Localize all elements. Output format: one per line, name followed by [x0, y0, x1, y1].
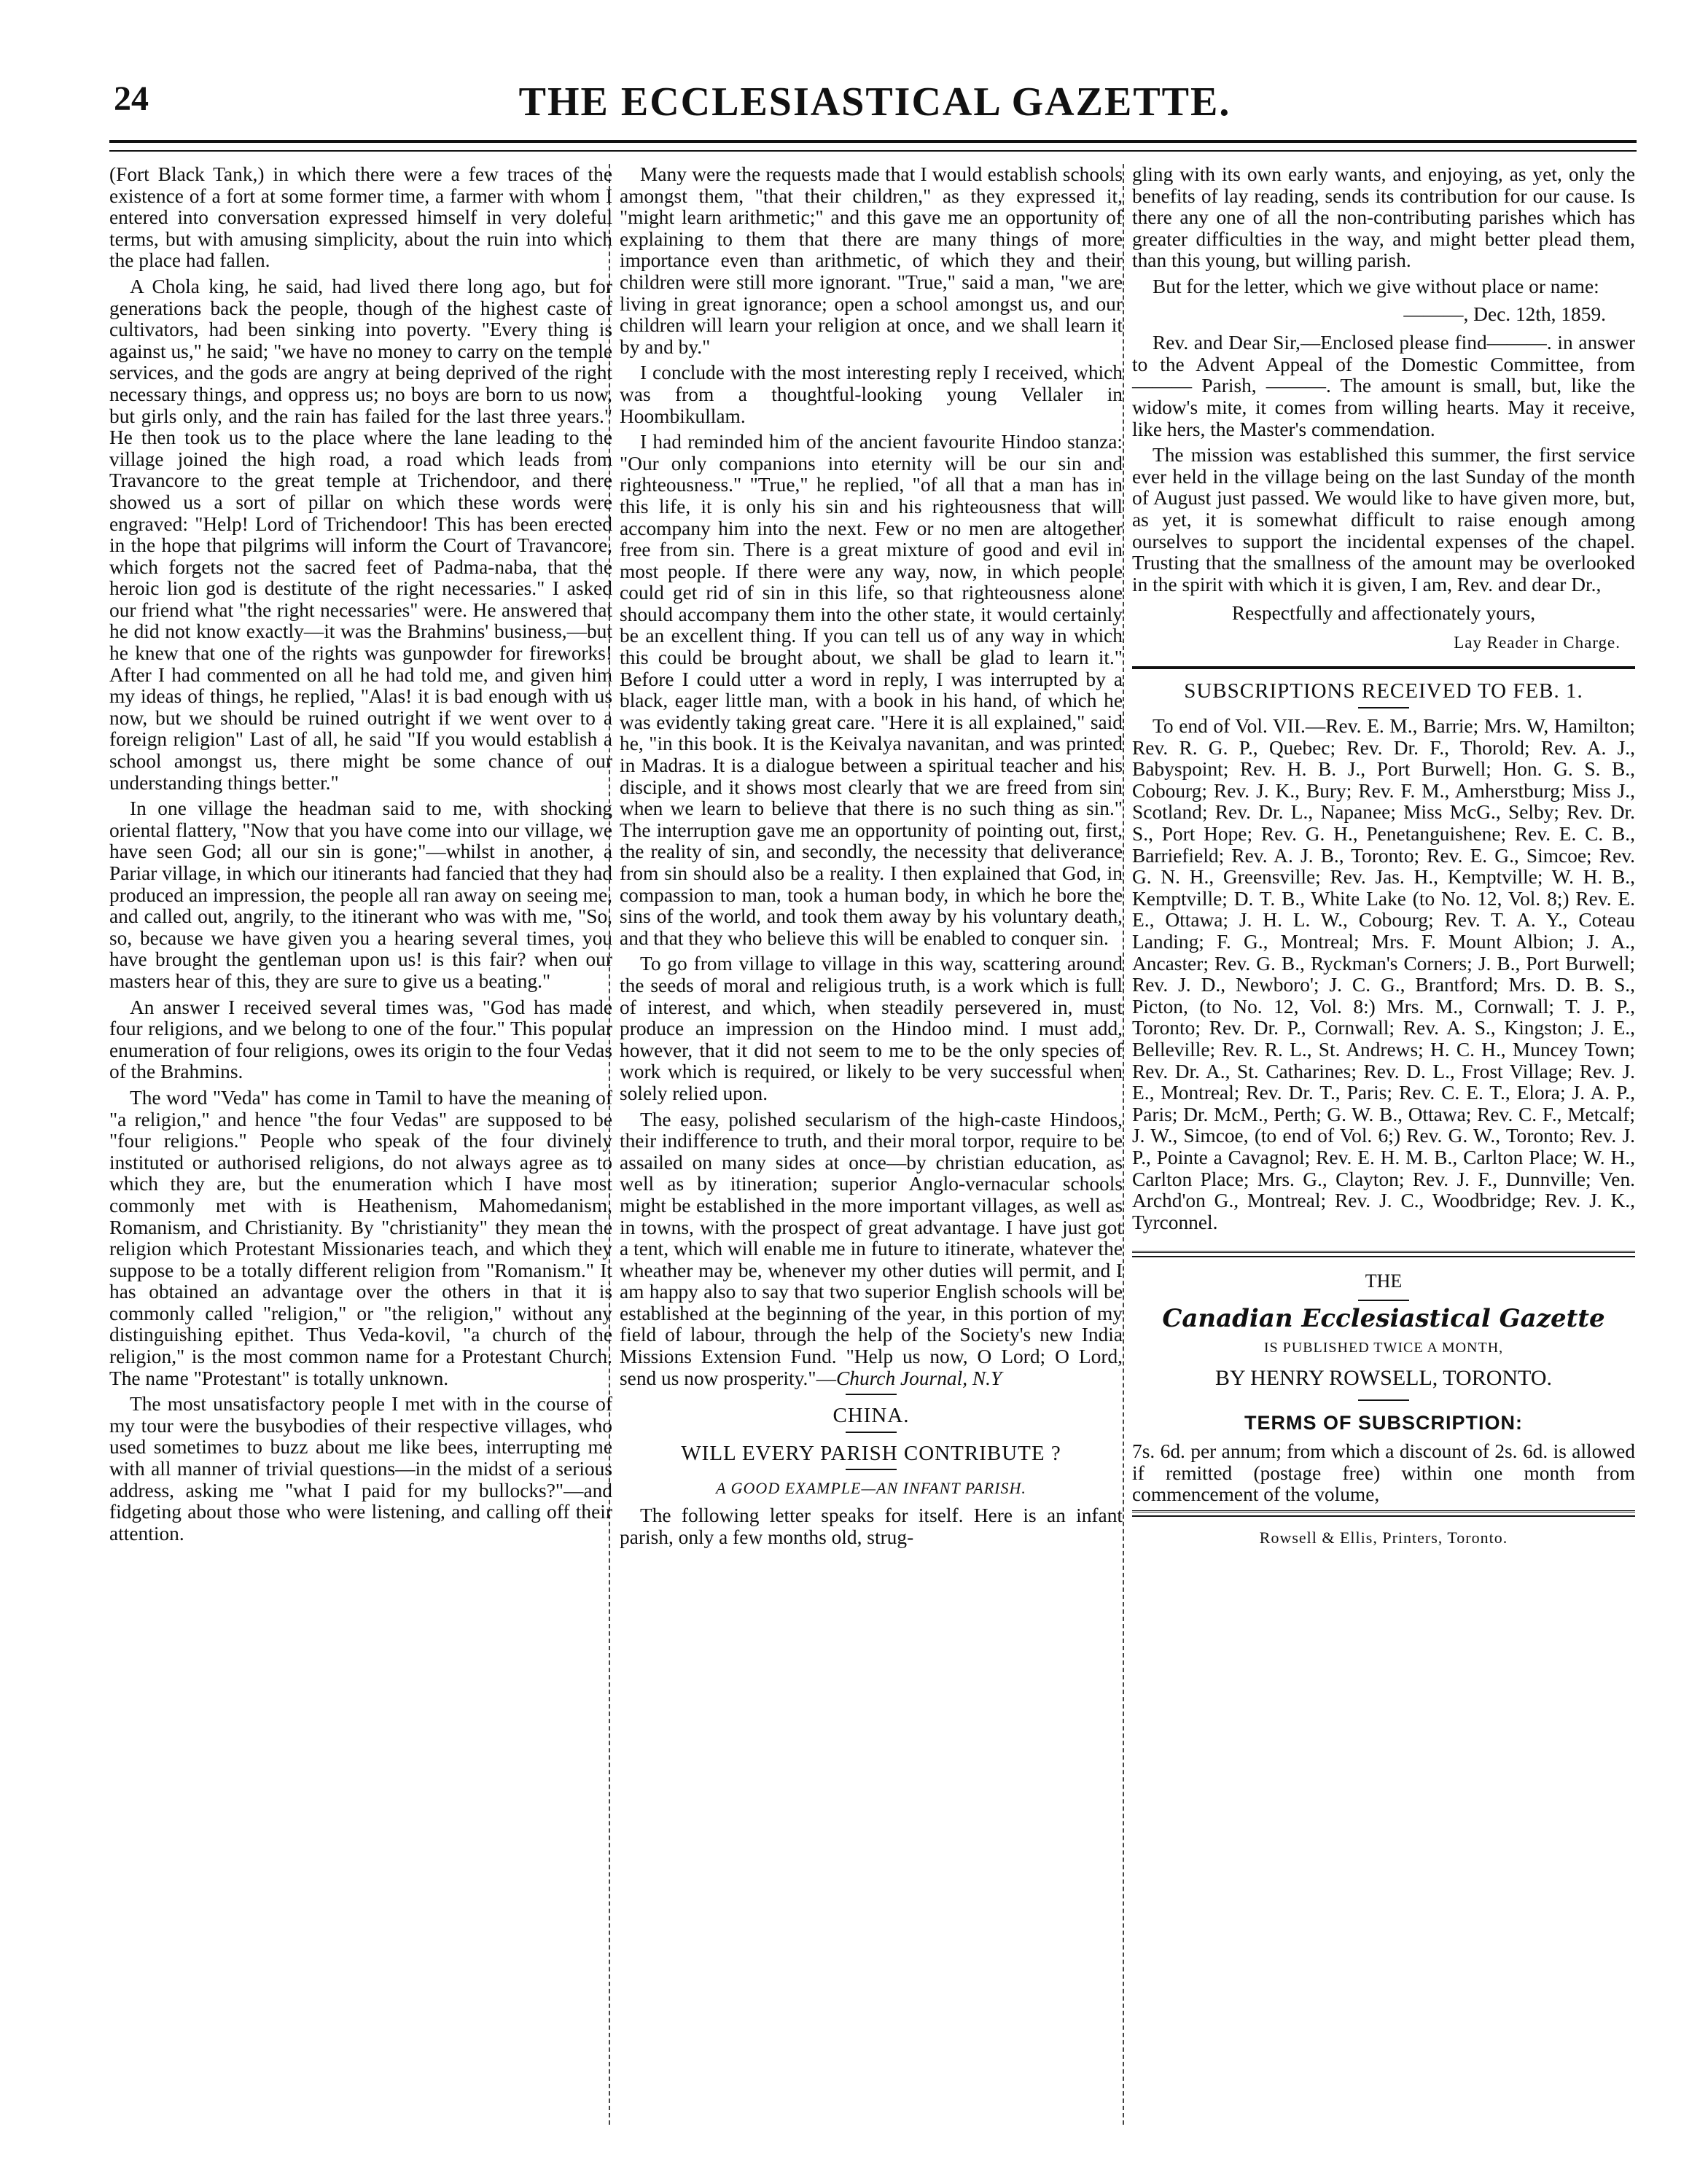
paragraph: (Fort Black Tank,) in which there were a few traces of the existence of a fort at some former time, a farmer with whom I entered into conversation expressed himself in very doleful terms, but with amusing simplicity, about the ruin into which the place had fallen. [109, 163, 612, 272]
publication-frequency: IS PUBLISHED TWICE A MONTH, [1263, 1339, 1504, 1356]
paragraph [620, 1109, 1123, 1390]
subscriptions-list: To end of Vol. VII.—Rev. E. M., Barrie; Mrs. W, Hamilton; Rev. R. G. P., Quebec; Rev. Dr. F., Thorold; Rev. A. J., Babyspoint; Rev. H. B. J., Port Burwell; Hon. G. S. B., Cobourg; Rev. J. K., Bury; Rev. F. M., Amherstburg; Miss J., Scotland; Rev. Dr. L., Napanee; Miss McG., Selby; Rev. Dr. S., Port Hope; Rev. G. H., Penetanguishene; Rev. E. C. B., Barriefield; Rev. A. J. B., Toronto; Rev. E. G., Simcoe; Rev. G. N. H., Greensville; Rev. Jas. H., Kemptville; W. H. B., Kemptville; D. T. B., White Lake (to No. 12, Vol. 8;) Rev. E. E., Ottawa; J. H. L. W., Cobourg; Rev. T. A. Y., Coteau Landing; F. G., Montreal; Mrs. F. Mount Albion; J. A., Ancaster; Rev. G. B., Ryckman's Corners; J. B., Port Burwell; Rev. J. D., Newboro'; J. C. G., Brantford; Mrs. D. B. S., Picton, (to No. 12, Vol. 8:) Mrs. M., Cornwall; T. J. P., Toronto; Rev. Dr. P., Cornwall; Rev. A. S., Kingston; J. E., Belleville; Rev. R. L., St. Andrews; H. C. H., Muncey Town; Rev. Dr. A., St. Catharines; Rev. D. L., Frost Village; Rev. J. E., Montreal; Rev. Dr. T., Paris; Rev. C. E. T., Elora; J. A. P., Paris; Dr. McM., Perth; G. W. B., Ottawa; Rev. C. F., Metcalf; J. W., Simcoe, (to end of Vol. 6;) Rev. G. W., Toronto; Rev. J. P., Pointe a Cavagnol; Rev. E. H. M. B., Carlton Place; W. H., Carlton Place; Mrs. G., Clayton; Rev. J. F., Dunnville; Ven. Archd'on G., Montreal; Rev. J. C., Woodbridge; Rev. J. K., Tyrconnel. [1132, 715, 1635, 1233]
letter-closing: Respectfully and affectionately yours, [1231, 602, 1536, 625]
divider [1358, 707, 1409, 708]
divider [846, 1469, 897, 1470]
article-subheading: A GOOD EXAMPLE—AN INFANT PARISH. [716, 1479, 1026, 1498]
letter-body: Rev. and Dear Sir,—Enclosed please find———. in answer to the Advent Appeal of the Domestic Committee, from ——— Parish, ———. The amount is small, but, like the widow's mite, it comes from willing hearts. May it receive, like hers, the Master's commendation. [1132, 332, 1635, 440]
paragraph: gling with its own early wants, and enjoying, as yet, only the benefits of lay reading, sends its contribution for our cause. Is there any one of all the non-contributing parishes which has greater difficulties in the way, and might better plead them, than this young, but willing parish. [1132, 163, 1635, 272]
paragraph: In one village the headman said to me, with shocking oriental flattery, "Now that you have come into our village, we have seen God; all our sin is gone;"—whilst in another, a Pariar village, in which our itinerants had fancied that they had produced an impression, the people all ran away on seeing me, and called out, angrily, to the itinerant who was with me, "So, so, because we have given you a hearing several times, you have brought the gentleman upon us! is this fair? when our masters hear of this, they are sure to give us a beating." [109, 797, 612, 992]
column-divider [1123, 164, 1124, 2125]
section-rule [1132, 1251, 1635, 1257]
paragraph: The most unsatisfactory people I met with in the course of my tour were the busybodies of their respective villages, who used sometimes to buzz about me like bees, interrupting me with all manner of trivial questions—in the midst of a serious address, asking me "what I paid for my bullocks?"—and fidgeting about those who were listening, and calling off their attention. [109, 1393, 612, 1545]
paragraph: The word "Veda" has come in Tamil to have the meaning of "a religion," and hence "the four Vedas" are supposed to be "four religions." People who speak of the four divinely instituted or authorised religions, do not always agree as to which they are, but the enumeration which I have most commonly met with is Heathenism, Mahomedanism, Romanism, and Christianity. By "christianity" they mean the religion which Protestant Missionaries teach, and which they suppose to be a totally different religion from "Romanism." It has obtained an advantage over the others in that it is commonly called "religion," or "the religion," without any distinguishing epithet. Thus Veda-kovil, "a church of the religion," is the most common name for a Protestant Church. The name "Protestant" is totally unknown. [109, 1086, 612, 1389]
publication-title: Canadian Ecclesiastical Gazette [1162, 1303, 1605, 1333]
section-rule [1132, 1510, 1635, 1517]
section-rule [1132, 666, 1635, 669]
source-citation: Church Journal, N.Y [835, 1367, 1002, 1389]
letter-body: The mission was established this summer, the first service ever held in the village being on the last Sunday of the month of August just passed. We would like to have given more, but, as yet, it is somewhat difficult to raise enough among ourselves to support the incidental expenses of the chapel. Trusting that the smallness of the amount may be overlooked in the spirit with which it is given, I am, Rev. and dear Dr., [1132, 444, 1635, 596]
header-rule [109, 140, 1637, 152]
letter-dateline: ———, Dec. 12th, 1859. [1403, 302, 1606, 325]
printers-line: Rowsell & Ellis, Printers, Toronto. [1259, 1528, 1508, 1547]
letter-signature: Lay Reader in Charge. [1454, 633, 1621, 652]
page-header [109, 79, 1640, 137]
subscriptions-heading: SUBSCRIPTIONS RECEIVED TO FEB. 1. [1184, 679, 1583, 703]
page-number: 24 [114, 79, 149, 118]
article-heading: WILL EVERY PARISH CONTRIBUTE ? [681, 1441, 1061, 1465]
divider [1358, 1399, 1409, 1401]
divider [1358, 1300, 1409, 1301]
paragraph: The following letter speaks for itself. Here is an infant parish, only a few months old, strug- [620, 1504, 1123, 1548]
column-left [109, 164, 612, 1549]
divider [846, 1394, 897, 1395]
paragraph: To go from village to village in this way, scattering around the seeds of moral and religious truth, is a work which is full of interest, and which, when steadily persevered in, must produce an impression on the Hindoo mind. I must add, however, that it did not seem to me to be the only species of work which is required, or likely to be very successful when solely relied upon. [620, 953, 1123, 1104]
paragraph: But for the letter, which we give without place or name: [1153, 275, 1599, 297]
paragraph: An answer I received several times was, "God has made four religions, and we belong to one of the four." This popular enumeration of four religions, owes its origin to the four Vedas of the Brahmins. [109, 996, 612, 1083]
terms-heading: TERMS OF SUBSCRIPTION: [1244, 1411, 1523, 1434]
terms-text: 7s. 6d. per annum; from which a discount of 2s. 6d. is allowed if remitted (postage free) within one month from commencement of the volume, [1132, 1440, 1635, 1506]
column-right [1132, 164, 1635, 1559]
publisher-the: THE [1365, 1270, 1403, 1292]
paragraph: I conclude with the most interesting reply I received, which was from a thoughtful-looking young Vellaler in Hoombikullam. [620, 362, 1123, 427]
column-middle [620, 164, 1123, 1553]
publisher-line: BY HENRY ROWSELL, TORONTO. [1215, 1366, 1552, 1391]
paragraph: I had reminded him of the ancient favourite Hindoo stanza: "Our only companions into eternity will be our sin and righteousness." "True," he replied, "of all that a man has in this life, it is only his sin and his righteousness that will accompany him into the next. Few or no men are altogether free from sin. There is a great mixture of good and evil in most people. If there were any way, now, in which people could get rid of sin in this life, so that righteousness alone should accompany them into the other state, it would certainly be an excellent thing. If you can tell us of any way in which this could be brought about, we shall be glad to learn it." Before I could utter a word in reply, I was interrupted by a black, eager little man, with a book in his hand, of which he was evidently taking great care. "Here it is all explained," said he, "in this book. It is the Keivalya navanitan, and was printed in Madras. It is a dialogue between a spiritual teacher and his disciple, and it shows most clearly that we are freed from sin when we learn to believe that there is no such thing as sin." The interruption gave me an opportunity of pointing out, first, the reality of sin, and secondly, the necessity that deliverance from sin should also be a reality. I then explained that God, in compassion to man, took a human body, in which he bore the sins of the world, and took them away by his voluntary death, and that they who believe this will be enabled to conquer sin. [620, 431, 1123, 949]
section-heading: CHINA. [832, 1404, 910, 1428]
paragraph: A Chola king, he said, had lived there long ago, but for generations back the people, though of the highest caste of cultivators, had been sinking into poverty. "Every thing is against us," he said; "we have no money to carry on the temple services, and the gods are angry at being deprived of the right necessary things, and oppress us; no boys are born to us now, but girls only, and the rain has failed for the last three years." He then took us to the place where the lane leading to the village joined the high road, a road which leads from Travancore to the great temple at Trichendoor, and there showed us a sort of pillar on which these words were engraved: "Help! Lord of Trichendoor! This has been erected in the hope that pilgrims will inform the Court of Travancore, which forgets not the sacred feet of Padma-naba, that the heroic lion god is destitute of the right necessaries." I asked our friend what "the right necessaries" were. He answered that he did not know exactly—it was the Brahmins' business,—but he knew that one of the rights was gunpowder for fireworks! After I had commented on all he had told me, and given him my ideas of things, he replied, "Alas! it is bad enough with us now, but we should be ruined outright if we went over to a foreign religion" Last of all, he said "If you would establish a school amongst us, there might be some chance of our understanding things better." [109, 275, 612, 794]
paragraph-text: The easy, polished secularism of the high-caste Hindoos, their indifference to truth, and their moral torpor, require to be assailed on many sides at once—by christian education, as well as by itineration; superior Anglo-vernacular schools might be established in the more important villages, as well as in towns, with the prospect of great advantage. I have just got a tent, which will enable me in future to itinerate, whatever the wheather may be, whenever my other duties will permit, and I am happy also to say that two superior English schools will be established at the beginning of the year, in this portion of my field of labour, through the help of the Society's new India Missions Extension Fund. "Help us now, O Lord; O Lord, send us now prosperity."— [620, 1108, 1123, 1389]
paragraph: Many were the requests made that I would establish schools amongst them, "that their children," as they expressed it, "might learn arithmetic;" and this gave me an opportunity of explaining to them that there are many things of more importance even than arithmetic, of which they and their children were still more ignorant. "True," said a man, "we are living in great ignorance; open a school amongst us, and our children will learn your religion at once, and we shall learn it by and by." [620, 163, 1123, 358]
divider [846, 1432, 897, 1433]
masthead-title: THE ECCLESIASTICAL GAZETTE. [518, 79, 1231, 125]
